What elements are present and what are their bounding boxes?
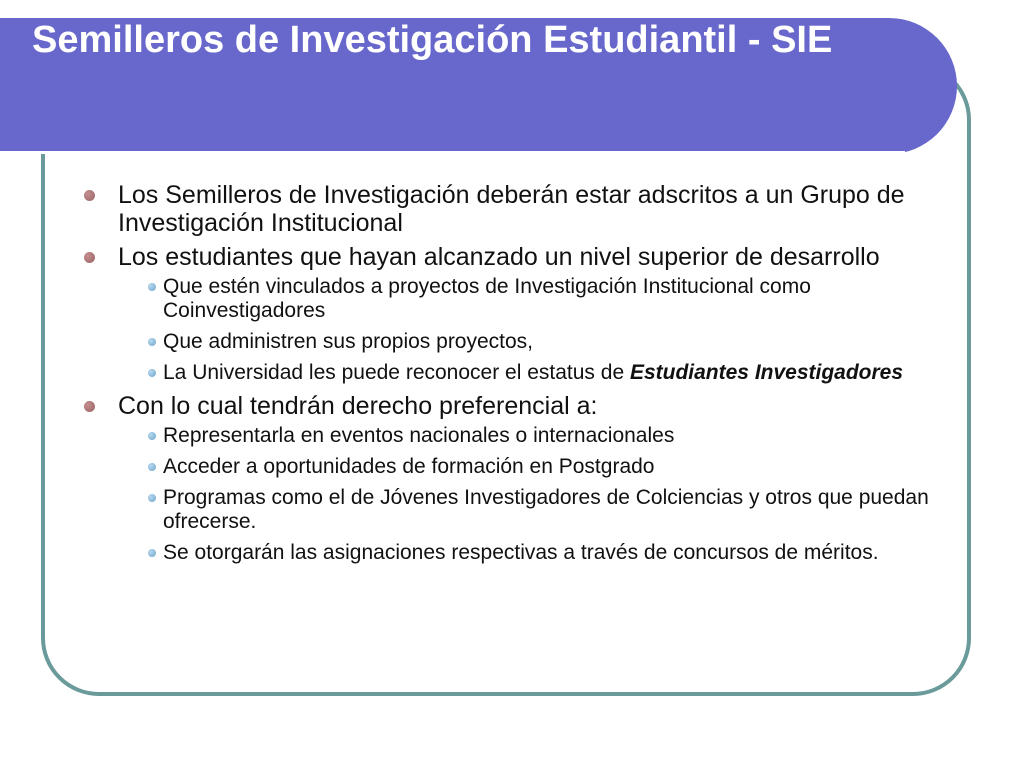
sub-bullet-item: [118, 455, 952, 479]
bullet-text: Los Semilleros de Investigación deberán estar adscritos a un Grupo de Investigación Institucional: [118, 181, 905, 237]
sub-bullet-dot-icon: [148, 283, 156, 291]
sub-bullet-list: [118, 275, 952, 385]
sub-bullet-item: [118, 486, 952, 534]
sub-bullet-item: [118, 275, 952, 323]
sub-bullet-item: [118, 330, 952, 354]
bullet-item: [82, 243, 952, 385]
bullet-text: Con lo cual tendrán derecho preferencial a:: [118, 392, 598, 420]
sub-bullet-text: Acceder a oportunidades de formación en Postgrado: [163, 455, 655, 478]
sub-bullet-text: Que administren sus propios proyectos,: [163, 330, 534, 353]
bullet-dot-icon: [84, 252, 95, 263]
sub-bullet-dot-icon: [148, 338, 156, 346]
sub-bullet-item: [118, 541, 952, 565]
sub-bullet-dot-icon: [148, 369, 156, 377]
sub-bullet-dot-icon: [148, 494, 156, 502]
sub-bullet-text: Programas como el de Jóvenes Investigadores de Colciencias y otros que puedan ofrecerse.: [163, 486, 929, 533]
sub-bullet-text: Que estén vinculados a proyectos de Investigación Institucional como Coinvestigadores: [163, 275, 811, 322]
sub-bullet-item: [118, 424, 952, 448]
bullet-item: [82, 181, 952, 237]
sub-bullet-dot-icon: [148, 549, 156, 557]
sub-bullet-dot-icon: [148, 432, 156, 440]
sub-bullet-text: Se otorgarán las asignaciones respectivas a través de concursos de méritos.: [163, 541, 879, 564]
bullet-item: [82, 392, 952, 565]
bullet-dot-icon: [84, 401, 95, 412]
bullet-list: [82, 181, 952, 572]
sub-bullet-list: [118, 424, 952, 565]
title-divider: [0, 151, 905, 154]
sub-bullet-emphasis: Estudiantes Investigadores: [629, 361, 904, 384]
slide-title: Semilleros de Investigación Estudiantil - SIE: [32, 19, 833, 61]
sub-bullet-item: [118, 361, 952, 385]
sub-bullet-dot-icon: [148, 463, 156, 471]
bullet-dot-icon: [84, 190, 95, 201]
sub-bullet-text: Representarla en eventos nacionales o internacionales: [163, 424, 675, 447]
sub-bullet-text: La Universidad les puede reconocer el estatus de: [163, 361, 630, 384]
bullet-text: Los estudiantes que hayan alcanzado un nivel superior de desarrollo: [118, 243, 880, 271]
